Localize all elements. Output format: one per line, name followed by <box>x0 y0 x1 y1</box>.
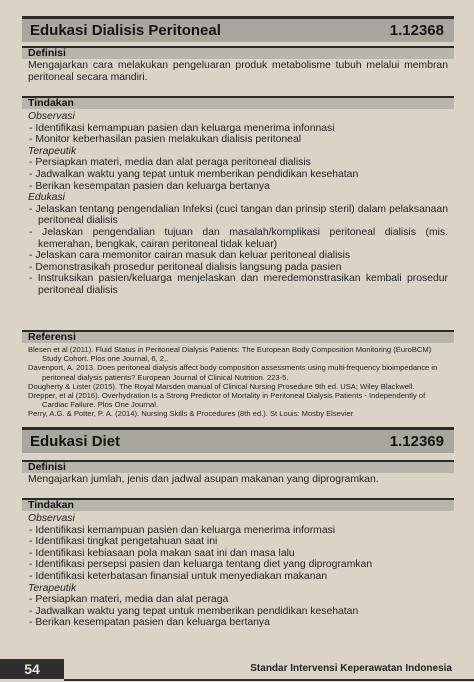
list-item: - Persiapkan materi, media dan alat peraga peritoneal dialisis <box>29 157 311 169</box>
section-title-bar <box>22 427 454 453</box>
list-item: - Jelaskan pengendalian tujuan dan masalah/komplikasi peritoneal dialisis (mis. kemerahan, bengkak, cairan peritoneal tidak keluar) <box>29 226 448 250</box>
definisi-paragraph: Mengajarkan jumlah, jenis dan jadwal asupan makanan yang diprogramkan. <box>28 474 379 485</box>
list-item: - Persiapkan materi, media dan alat peraga <box>29 594 229 606</box>
section-code: 1.12369 <box>389 433 444 450</box>
book-title: Standar Intervensi Keperawatan Indonesia <box>250 663 452 674</box>
section-title: Edukasi Diet <box>30 433 121 450</box>
list-item: - Identifikasi keterbatasan finansial untuk menyediakan makanan <box>29 570 328 582</box>
list-item: - Jadwalkan waktu yang tepat untuk memberikan pendidikan kesehatan <box>29 168 359 180</box>
list-item: - Identifikasi kemampuan pasien dan keluarga menerima infonnasi <box>29 122 335 134</box>
footer-rule <box>64 679 474 681</box>
list-item: - Jelaskan cara memonitor cairan masuk dan keluar peritoneal dialisis <box>29 250 351 262</box>
list-item: - Identifikasi kemampuan pasien dan keluarga menerima informasi <box>29 524 336 536</box>
list-item: - Identifikasi tingkat pengetahuan saat ini <box>29 536 218 548</box>
section-title: Edukasi Dialisis Peritoneal <box>30 22 221 39</box>
tindakan-heading: Tindakan <box>22 96 454 109</box>
terapeutik-label: Terapeutik <box>28 145 77 157</box>
tindakan-list <box>28 111 448 297</box>
list-item: - Identifikasi kebiasaan pola makan saat ini dan masa lalu <box>29 547 295 559</box>
list-item: - Instruksikan pasien/keluarga menjelaskan dan meredemonstrasikan kembali prosedur peritoneal dialisis <box>29 273 448 296</box>
list-item: - Jelaskan tentang pengendalian Infeksi (cuci tangan dan prinsip steril) dalam pelaksanaan peritoneal dialisis <box>29 203 448 227</box>
page-number: 54 <box>0 659 64 679</box>
list-item: - Monitor keberhasilan pasien melakukan dialisis peritoneal <box>29 134 302 146</box>
definisi-heading: Definisi <box>22 460 454 473</box>
tindakan-heading: Tindakan <box>22 498 454 511</box>
section-title-bar <box>22 16 454 42</box>
definisi-heading: Definisi <box>22 46 454 59</box>
reference-item: Davenport, A. 2013. Does peritoneal dialysis affect body composition assessments using multi-frequency bioimpedance in peritoneal dialysis patients? European Journal of Clinical Nutrition. 223-5. <box>28 363 438 382</box>
terapeutik-label: Terapeutik <box>28 582 77 594</box>
list-item: - Demonstrasikah prosedur peritoneal dialisis langsung pada pasien <box>29 261 342 273</box>
reference-item: Drepper, et al (2016). Overhydration Is a Strong Predictor of Mortality in Peritoneal Dialysis Patients - Independently of Cardiac Failure. Plos One Journal. <box>28 391 426 410</box>
definisi-text <box>28 474 448 486</box>
reference-item: Perry, A.G. & Potter, P. A. (2014). Nursing Skills & Procedures (8th ed.). St Louis: Mosby Elsevier <box>28 409 354 419</box>
reference-item: Blesen et al (2011). Fluid Status in Peritoneal Dialysis Patients: The European Body Composition Monitoring (EuroBCM) Study Cohort. Plos one Journal, 6, 2,. <box>28 345 432 364</box>
tindakan-list <box>28 513 448 629</box>
observasi-label: Observasi <box>28 513 75 524</box>
list-item: - Berikan kesempatan pasien dan keluarga bertanya <box>29 180 270 192</box>
definisi-text <box>28 60 448 83</box>
edukasi-label: Edukasi <box>28 192 65 204</box>
list-item: - Identifikasi persepsi pasien dan keluarga tentang diet yang diprogramkan <box>29 559 373 571</box>
referensi-heading: Referensi <box>22 330 454 343</box>
observasi-label: Observasi <box>28 111 75 122</box>
list-item: - Berikan kesempatan pasien dan keluarga bertanya <box>29 617 270 629</box>
section-code: 1.12368 <box>389 22 444 39</box>
definisi-paragraph: Mengajarkan cara melakukan pengeluaran produk metabolisme tubuh melalui membran peritoneal secara mandiri. <box>28 60 448 83</box>
list-item: - Jadwalkan waktu yang tepat untuk memberikan pendidikan kesehatan <box>29 605 359 617</box>
reference-item: Dougherty & Lister (2015). The Royal Marsden manual of Clinical Nursing Prosedure 9th ed. USA; Wiley Blackwell. <box>28 381 415 391</box>
referensi-list <box>28 345 448 419</box>
